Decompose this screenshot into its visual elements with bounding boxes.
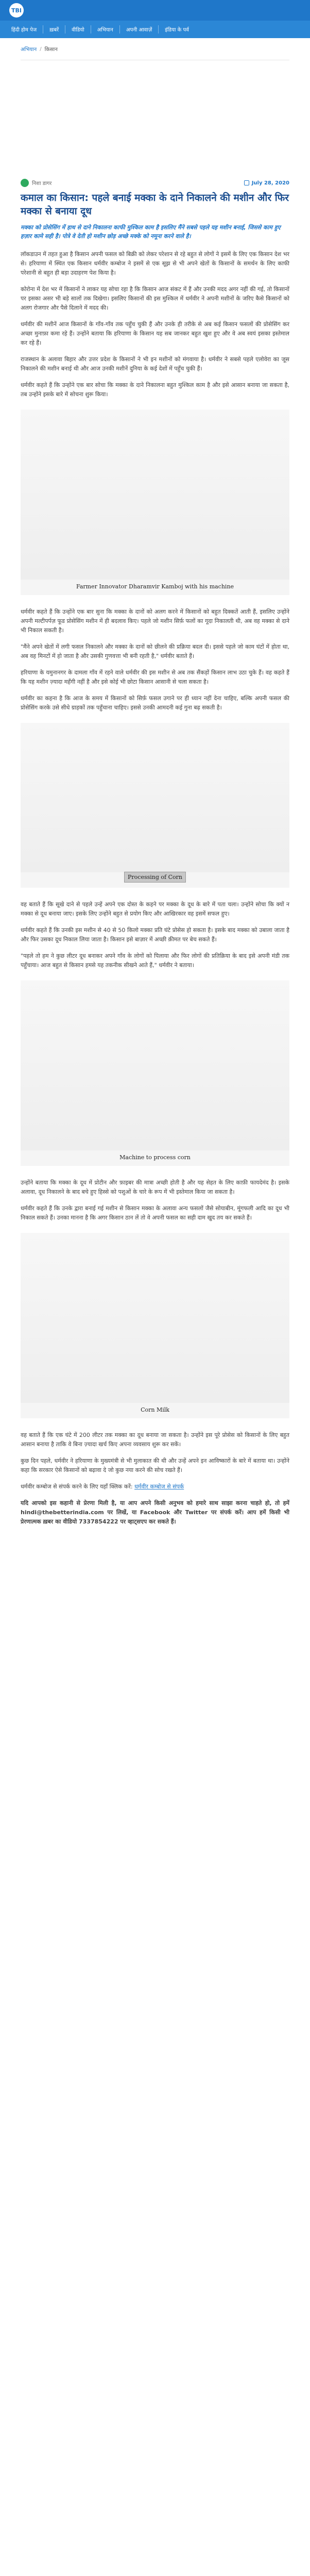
- breadcrumb: [0, 38, 310, 60]
- nav-item-news[interactable]: ख़बरें: [49, 27, 59, 33]
- paragraph: धर्मवीर कहते हैं कि उनकी इस मशीन से 40 से 50 किलो मक्का प्रति घंटे प्रोसेस हो सकता है। इसके बाद मक्का को उबाला जाता है और फिर उसका दूध निकाल लिया जाता है। किसान इसे बाज़ार में अच्छी क़ीमत पर बेच सकते हैं।: [21, 927, 289, 943]
- publish-date: [244, 180, 289, 186]
- paragraph: लॉकडाउन में तहत हुआ है किसान अपनी फसल को बिक्री को लेकर परेशान से रहे बहुत से लोगों ने इसमें के लिए एक किसान देश भर से। हरियाणा में स्थित एक किसान धर्मवीर कम्बोज ने इसमें से एक सूझ से भी अपने खेतों के किसानों के समर्थन के लिए काफी परेशानी से बहुत ही बड़ा उदाहरण पेश किया है।: [21, 251, 289, 276]
- paragraph: "मैंने अपने खेतों में लगी फसल निकालने और मक्का के दानों को छीलने की प्रक्रिया बदल दी। इससे पहले जो काम घंटों में होता था, अब वह मिनटों में हो जाता है और उसकी गुणवत्ता भी बनी रहती है," धर्मवीर बताते हैं।: [21, 643, 289, 659]
- calendar-icon: [244, 180, 249, 185]
- nav-item-campaigns[interactable]: अभियान: [97, 27, 113, 33]
- breadcrumb-current[interactable]: किसान: [44, 47, 58, 53]
- paragraph: धर्मवीर कहते हैं कि उन्होंने एक बार सोचा कि मक्का के दाने निकालना बहुत मुश्किल काम है और इसे आसान बनाया जा सकता है, तब उन्होंने इसके बारे में सोचना शुरू किया।: [21, 382, 289, 398]
- figure-machine: [21, 980, 289, 1166]
- paragraph: राजस्थान के अलावा बिहार और उत्तर प्रदेश के किसानों ने भी इन मशीनों को मंगवाया है। धर्मवीर ने सबसे पहले एलोवेरा का जूस निकालने की मशीन बनाई थी और आज उनकी मशीनें दुनिया के कई देशों में पहुँच चुकी हैं।: [21, 356, 289, 372]
- paragraph: कोरोना में देश भर में किसानों ने लाकर यह सोचा रहा है कि किसान आज संकट में हैं और उनकी मदद अगर नहीं की गई, तो किसानों पर इसका असर भी बड़े सालों तक दिखेगा। इसलिए किसानों की इस मुश्किल में धर्मवीर ने अपनी मशीनों के जरिए कैसे किसानों को अलग रोजगार और पैसे दिलाने में मदद की।: [21, 286, 289, 311]
- article-excerpt: मक्का को प्रोसेसिंग में हाथ से दाने निकालना काफी मुश्किल काम है इसलिए मैंने सबसे पहले यह मशीन बनाई, जिससे काम हुए हज़ार कामे सही है। पोत्रे वे देती हो मशीन छोड़ अच्छे मक्के को नमूना करने वाले है।: [21, 224, 281, 240]
- paragraph: वह बताते हैं कि एक घंटे में 200 लीटर तक मक्का का दूध बनाया जा सकता है। उन्होंने इस पूरे प्रोसेस को किसानों के लिए बहुत आसान बनाया है ताकि वे बिना ज़्यादा खर्च किए अपना व्यवसाय शुरू कर सकें।: [21, 1432, 289, 1448]
- nav-item-home[interactable]: हिंदी होम पेज: [11, 27, 37, 33]
- ad-space: [0, 60, 310, 179]
- figure-caption: Corn Milk: [141, 1406, 169, 1413]
- article-title: कमाल का किसान: पहले बनाई मक्का के दाने निकालने की मशीन और फिर मक्का से बनाया दूध: [21, 192, 289, 217]
- paragraph: धर्मवीर का कहना है कि आज के समय में किसानों को सिर्फ़ फसल उगाने पर ही ध्यान नहीं देना चाहिए, बल्कि अपनी फसल की प्रोसेसिंग करके उसे सीधे ग्राहकों तक पहुँचाना चाहिए। इससे उनकी आमदनी कई गुना बढ़ सकती है।: [21, 695, 289, 711]
- figure-farmer: [21, 410, 289, 595]
- paragraph: धर्मवीर कहते हैं कि उन्होंने एक बार सुना कि मक्का के दानों को अलग करने में किसानों को बहुत दिक्कतें आती हैं, इसलिए उन्होंने अपनी मल्टीपर्पज़ फूड प्रोसेसिंग मशीन में ही बदलाव किए। पहले जो मशीन सिर्फ़ फलों का गूदा निकालती थी, अब वह मक्का से दाने भी निकाल सकती है।: [21, 608, 289, 634]
- article-image: [21, 1233, 289, 1403]
- avatar: [21, 179, 29, 187]
- date-text: July 28, 2020: [251, 180, 289, 186]
- figure-caption: Processing of Corn: [124, 872, 186, 883]
- article-meta: [21, 179, 289, 187]
- main-nav: [0, 21, 310, 38]
- logo-text: TBI: [11, 7, 22, 14]
- figure-caption: Machine to process corn: [119, 1154, 191, 1161]
- breadcrumb-home[interactable]: अभियान: [21, 47, 37, 53]
- paragraph: वह बताते हैं कि सूखे दाने से पहले उन्हें अपने एक दोस्त के कहने पर मक्का के दूध के बारे में पता चला। उन्होंने सोचा कि क्यों न मक्का से दूध बनाया जाए। इसके लिए उन्होंने बहुत से प्रयोग किए और आखिरकार वह इसमें सफल हुए।: [21, 901, 289, 917]
- closing-paragraph: यदि आपको इस कहानी से प्रेरणा मिली है, या आप अपने किसी अनुभव को हमारे साथ साझा करना चाहते हो, तो हमें hindi@thebetterindia.com पर लिखें, या Facebook और Twitter पर संपर्क करें। आप हमें किसी भी प्रेरणात्मक ख़बर का वीडियो 7337854222 पर व्हाट्सएप कर सकते हैं।: [21, 1500, 289, 1525]
- author[interactable]: [21, 179, 51, 187]
- nav-item-videos[interactable]: वीडियो: [72, 27, 84, 33]
- paragraph: [21, 1482, 289, 1492]
- author-name[interactable]: निशा डागर: [32, 181, 52, 187]
- article: [0, 179, 310, 1527]
- paragraph: "पहले तो हम ने कुछ लीटर दूध बनाकर अपने गाँव के लोगों को पिलाया और फिर लोगों की प्रतिक्रिया के बाद इसे अपनी मंडी तक पहुँचाया। आज बहुत से किसान हमसे यह तकनीक सीखने आते हैं," धर्मवीर ने बताया।: [21, 953, 289, 969]
- contact-link[interactable]: धर्मवीर कम्बोज से संपर्क: [134, 1483, 184, 1490]
- contact-prefix: धर्मवीर कम्बोज से संपर्क करने के लिए यहाँ क्लिक करें:: [21, 1483, 135, 1490]
- paragraph: उन्होंने बताया कि मक्का के दूध में प्रोटीन और फ़ाइबर की मात्रा अच्छी होती है और यह सेहत के लिए काफ़ी फायदेमंद है। इसके अलावा, दूध निकालने के बाद बचे हुए हिस्से को पशुओं के चारे के रूप में भी इस्तेमाल किया जा सकता है।: [21, 1179, 289, 1195]
- figure-processing: [21, 723, 289, 888]
- nav-item-your-voices[interactable]: अपनी आवाज़ें: [126, 27, 152, 33]
- article-image: [21, 410, 289, 580]
- nav-item-festivals[interactable]: इंडिया के पर्व: [165, 27, 189, 33]
- paragraph: हरियाणा के यमुनानगर के दामला गाँव में रहने वाले धर्मवीर की इस मशीन से अब तक सैंकड़ों किसान लाभ उठा चुके हैं। वह कहते हैं कि यह मशीन ज़्यादा महँगी नहीं है और इसे कोई भी छोटा किसान आसानी से चला सकता है।: [21, 669, 289, 685]
- top-bar: [0, 0, 310, 21]
- figure-caption: Farmer Innovator Dharamvir Kamboj with his machine: [76, 583, 234, 590]
- figure-corn-milk: [21, 1233, 289, 1418]
- site-logo[interactable]: [9, 3, 24, 18]
- article-image: [21, 723, 289, 872]
- breadcrumb-separator: /: [40, 46, 42, 52]
- article-image: [21, 980, 289, 1150]
- paragraph: धर्मवीर कहते हैं कि उनके द्वारा बनाई गई मशीन से किसान मक्का के अलावा अन्य फसलों जैसे सोयाबीन, मूंगफली आदि का दूध भी निकाल सकते हैं। उनका मानना है कि अगर किसान ठान लें तो वे अपनी फसल का सही दाम खुद तय कर सकते हैं।: [21, 1205, 289, 1221]
- paragraph: धर्मवीर की मशीनें आज किसानों के गाँव-गाँव तक पहुँच चुकी हैं और उनके ही तरीके से अब कई किसान फसलों की प्रोसेसिंग कर अच्छा मुनाफ़ा कमा रहे हैं। उन्होंने बताया कि हरियाणा के किसान यह सब जानकर बहुत खुश हुए और वे अब स्वयं इसका इस्तेमाल कर रहे हैं।: [21, 321, 289, 346]
- paragraph: कुछ दिन पहले, धर्मवीर ने हरियाणा के मुख्यमंत्री से भी मुलाकात की थी और उन्हें अपने इन आविष्कारों के बारे में बताया था। उन्होंने कहा कि सरकार ऐसे किसानों को बढ़ावा दे जो कुछ नया करने की सोच रखते हैं।: [21, 1458, 289, 1473]
